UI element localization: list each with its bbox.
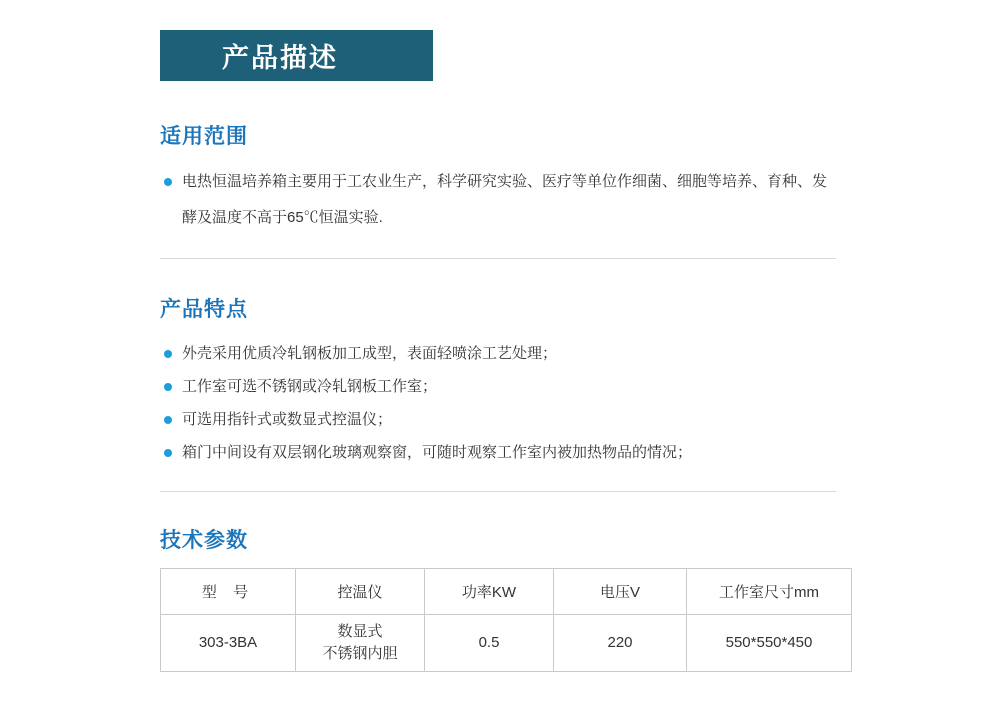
section-features: [160, 293, 840, 492]
content-area: [160, 100, 840, 672]
scope-text-item: [160, 164, 840, 236]
bullet-dot-icon: [164, 416, 172, 424]
specification-table: [160, 568, 852, 672]
section-title-parameters: 技术参数: [160, 529, 248, 552]
table-header-controller: 控温仪: [296, 569, 425, 615]
page-title: 产品描述: [222, 43, 338, 73]
bullet-dot-icon: [164, 178, 172, 186]
page-banner: [160, 30, 433, 81]
cell-voltage: 220: [554, 615, 687, 672]
features-list: [160, 337, 840, 469]
bullet-dot-icon: [164, 449, 172, 457]
feature-text: 工作室可选不锈钢或冷轧钢板工作室；: [182, 378, 438, 395]
divider-scope: [160, 258, 836, 259]
table-header-model: 型 号: [161, 569, 296, 615]
scope-text: 电热恒温培养箱主要用于工农业生产，科学研究实验、医疗等单位作细菌、细胞等培养、育种、发酵及温度不高于65℃恒温实验.: [182, 173, 828, 226]
cell-controller: [296, 615, 425, 672]
list-item: [160, 370, 840, 403]
section-parameters: [160, 524, 840, 672]
table-header: [161, 569, 852, 615]
feature-text: 箱门中间设有双层钢化玻璃观察窗，可随时观察工作室内被加热物品的情况；: [182, 444, 693, 461]
cell-power: 0.5: [425, 615, 554, 672]
list-item: [160, 337, 840, 370]
section-title-scope: 适用范围: [160, 125, 248, 148]
table-body: [161, 615, 852, 672]
feature-text: 可选用指针式或数显式控温仪；: [182, 411, 393, 428]
bullet-dot-icon: [164, 350, 172, 358]
bullet-dot-icon: [164, 383, 172, 391]
cell-model: 303-3BA: [161, 615, 296, 672]
section-scope: [160, 120, 840, 259]
table-row: [161, 615, 852, 672]
table-header-power: 功率KW: [425, 569, 554, 615]
table-header-chamber-size: 工作室尺寸mm: [687, 569, 852, 615]
cell-controller-line2: 不锈钢内胆: [322, 645, 398, 662]
table-header-voltage: 电压V: [554, 569, 687, 615]
list-item: [160, 436, 840, 469]
table-header-row: [161, 569, 852, 615]
divider-features: [160, 491, 836, 492]
list-item: [160, 403, 840, 436]
section-title-features: 产品特点: [160, 298, 248, 321]
cell-controller-line1: 数显式: [337, 623, 383, 640]
feature-text: 外壳采用优质冷轧钢板加工成型，表面轻喷涂工艺处理；: [182, 345, 558, 362]
cell-chamber-size: 550*550*450: [687, 615, 852, 672]
